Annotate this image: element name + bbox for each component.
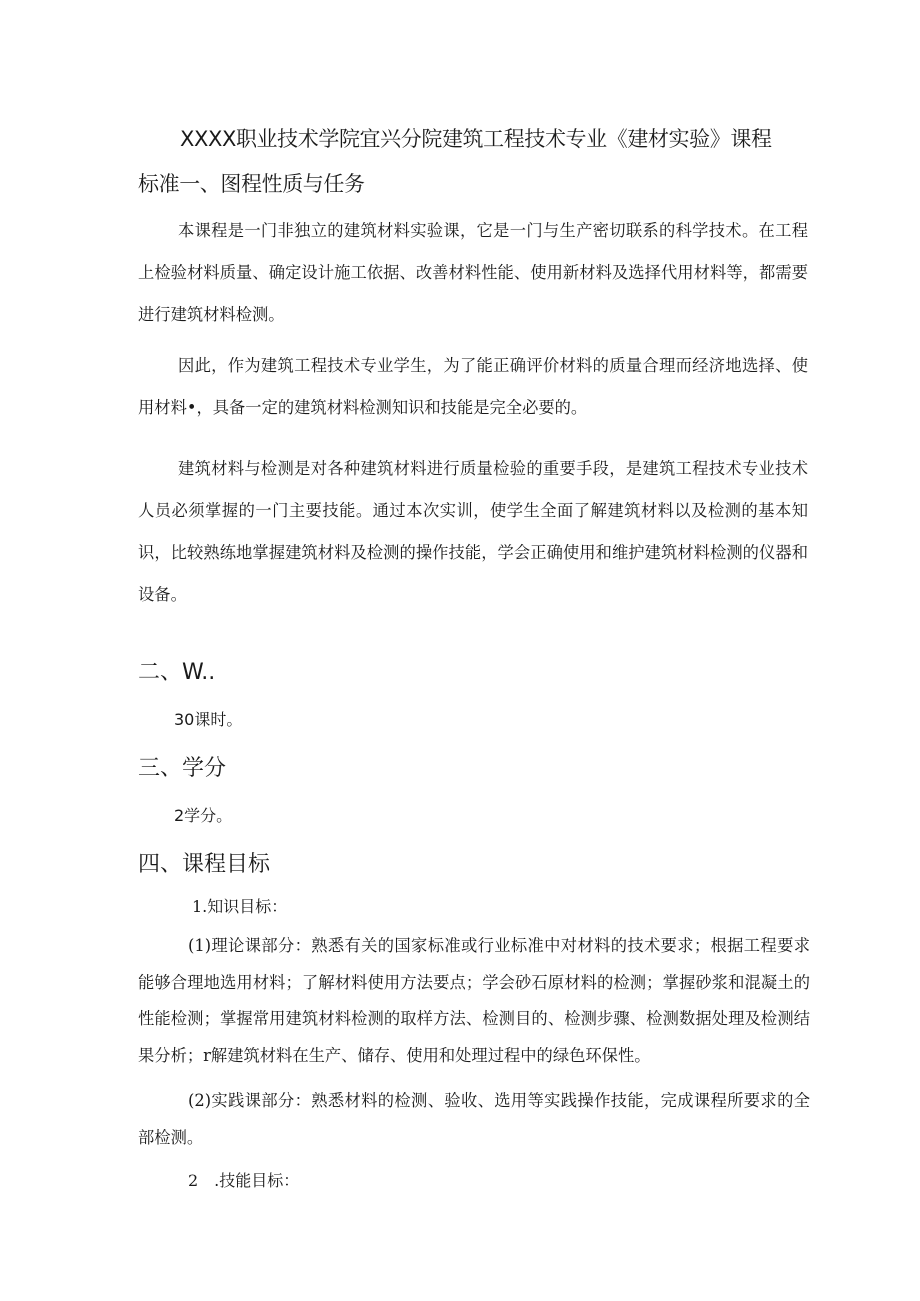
paragraph-course-nature: 本课程是一门非独立的建筑材料实验课，它是一门与生产密切联系的科学技术。在工程上检验材料质量、确定设计施工依据、改善材料性能、使用新材料及选择代用材料等，都需要进行建筑材料检测。: [138, 221, 808, 324]
document-title-line-1: XXXX职业技术学院宜兴分院建筑工程技术专业《建材实验》课程: [180, 127, 772, 151]
document-title-line-2: 标准一、图程性质与任务: [138, 172, 365, 196]
objective-item-theory: (1)理论课部分：熟悉有关的国家标准或行业标准中对材料的技术要求；根据工程要求能够合理地选用材料；了解材料使用方法要点；学会砂石原材料的检测；掌握砂浆和混凝土的性能检测；掌握常用建筑材料检测的取样方法、检测目的、检测步骤、检测数据处理及检测结果分析；r解建筑材料在生产、储存、使用和处理过程中的绿色环保性。: [138, 936, 810, 1065]
section-heading-objectives: 四、课程目标: [138, 852, 271, 877]
paragraph-course-task: 建筑材料与检测是对各种建筑材料进行质量检验的重要手段，是建筑工程技术专业技术人员必须掌握的一门主要技能。通过本次实训，使学生全面了解建筑材料以及检测的基本知识，比较熟练地掌握建筑材料及检测的操作技能，学会正确使用和维护建筑材料检测的仪器和设备。: [138, 459, 808, 604]
paragraph-course-purpose: 因此，作为建筑工程技术专业学生，为了能正确评价材料的质量合理而经济地选择、使用材料•，具备一定的建筑材料检测知识和技能是完全必要的。: [138, 356, 808, 417]
section-heading-credits: 三、学分: [138, 756, 227, 781]
subheading-knowledge-objectives: 1.知识目标：: [192, 897, 288, 916]
objective-item-practice: (2)实践课部分：熟悉材料的检测、验收、选用等实践操作技能，完成课程所要求的全部检测。: [138, 1091, 810, 1147]
subheading-skill-objectives: 2 .技能目标：: [188, 1171, 300, 1190]
course-hours-value: 30课时。: [174, 710, 243, 729]
course-credits-value: 2学分。: [174, 806, 233, 825]
section-heading-hours: 二、W..: [138, 660, 216, 685]
